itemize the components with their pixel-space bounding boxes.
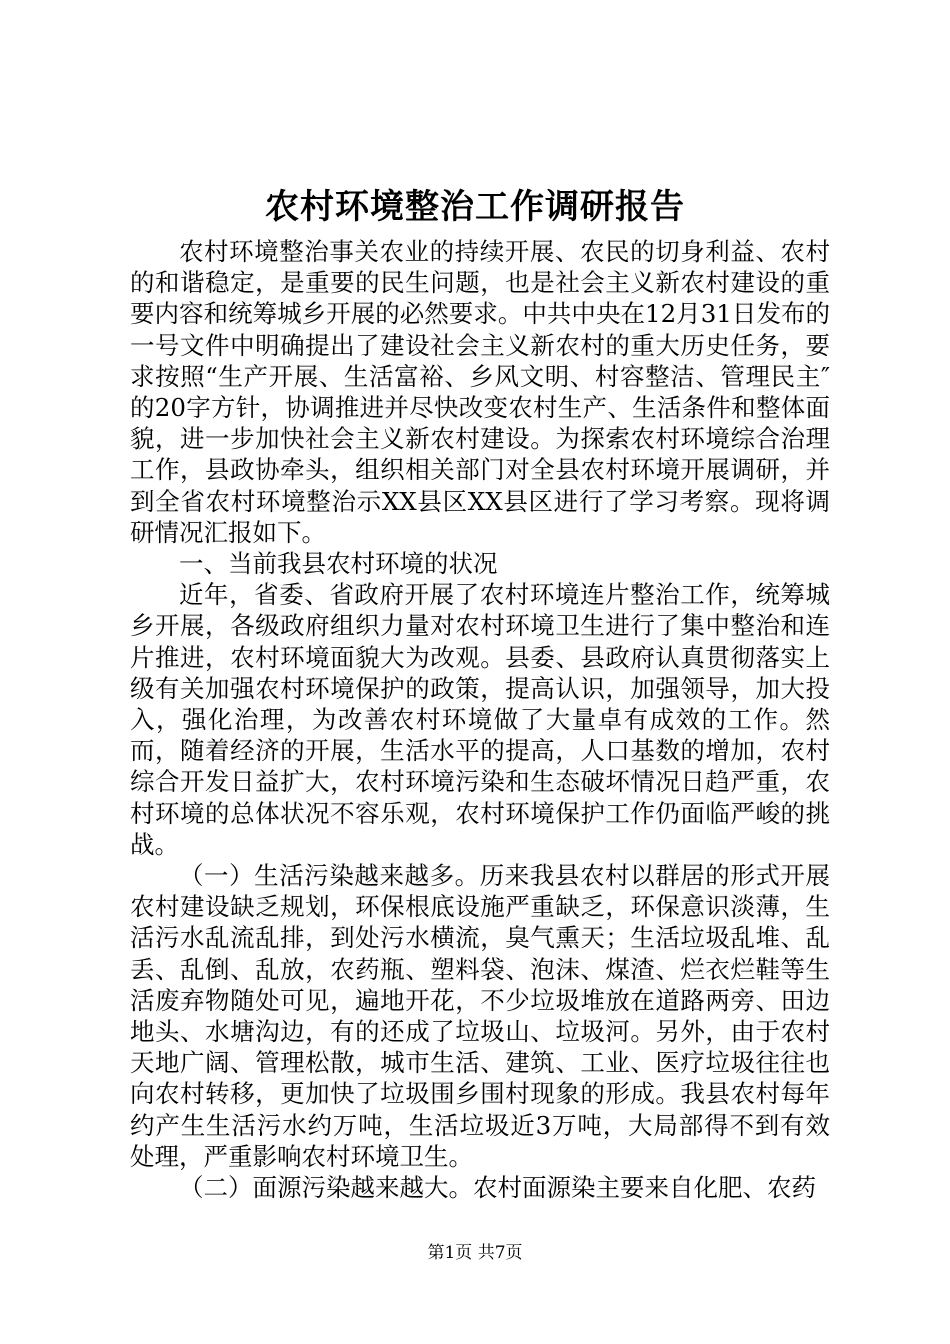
paragraph-living-pollution: （一）生活污染越来越多。历来我县农村以群居的形式开展农村建设缺乏规划，环保根底设施严重缺乏，环保意识淡薄，生活污水乱流乱排，到处污水横流，臭气熏天；生活垃圾乱堆、乱丢、乱倒、乱放，农药瓶、塑料袋、泡沫、煤渣、烂衣烂鞋等生活废弃物随处可见，遍地开花，不少垃圾堆放在道路两旁、田边地头、水塘沟边，有的还成了垃圾山、垃圾河。另外，由于农村天地广阔、管理松散，城市生活、建筑、工业、医疗垃圾往往也向农村转移，更加快了垃圾围乡围村现象的形成。我县农村每年约产生生活污水约万吨，生活垃圾近3万吨，大局部得不到有效处理，严重影响农村环境卫生。 — [130, 861, 830, 1171]
document-title: 农村环境整治工作调研报告 — [265, 187, 685, 227]
section-heading: 一、当前我县农村环境的状况 — [179, 549, 498, 579]
paragraph-status: 近年，省委、省政府开展了农村环境连片整治工作，统筹城乡开展，各级政府组织力量对农村环境卫生进行了集中整治和连片推进，农村环境面貌大为改观。县委、县政府认真贯彻落实上级有关加强农村环境保护的政策，提高认识，加强领导，加大投入，强化治理，为改善农村环境做了大量卓有成效的工作。然而，随着经济的开展，生活水平的提高，人口基数的增加，农村综合开发日益扩大，农村环境污染和生态破坏情况日趋严重，农村环境的总体状况不容乐观，农村环境保护工作仍面临严峻的挑战。 — [130, 580, 830, 859]
paragraph-intro: 农村环境整治事关农业的持续开展、农民的切身利益、农村的和谐稳定，是重要的民生问题，也是社会主义新农村建设的重要内容和统筹城乡开展的必然要求。中共中央在12月31日发布的一号文件中明确提出了建设社会主义新农村的重大历史任务，要求按照“生产开展、生活富裕、乡风文明、村容整洁、管理民主″的20字方针，协调推进并尽快改变农村生产、生活条件和整体面貌，进一步加快社会主义新农村建设。为探索农村环境综合治理工作，县政协牵头，组织相关部门对全县农村环境开展调研，并到全省农村环境整治示XX县区XX县区进行了学习考察。现将调研情况汇报如下。 — [130, 237, 830, 547]
page-footer: 第1页 共7页 — [427, 1243, 523, 1263]
document-body — [130, 236, 830, 1203]
paragraph-nonpoint-pollution: （二）面源污染越来越大。农村面源染主要来自化肥、农药 — [179, 1173, 816, 1203]
